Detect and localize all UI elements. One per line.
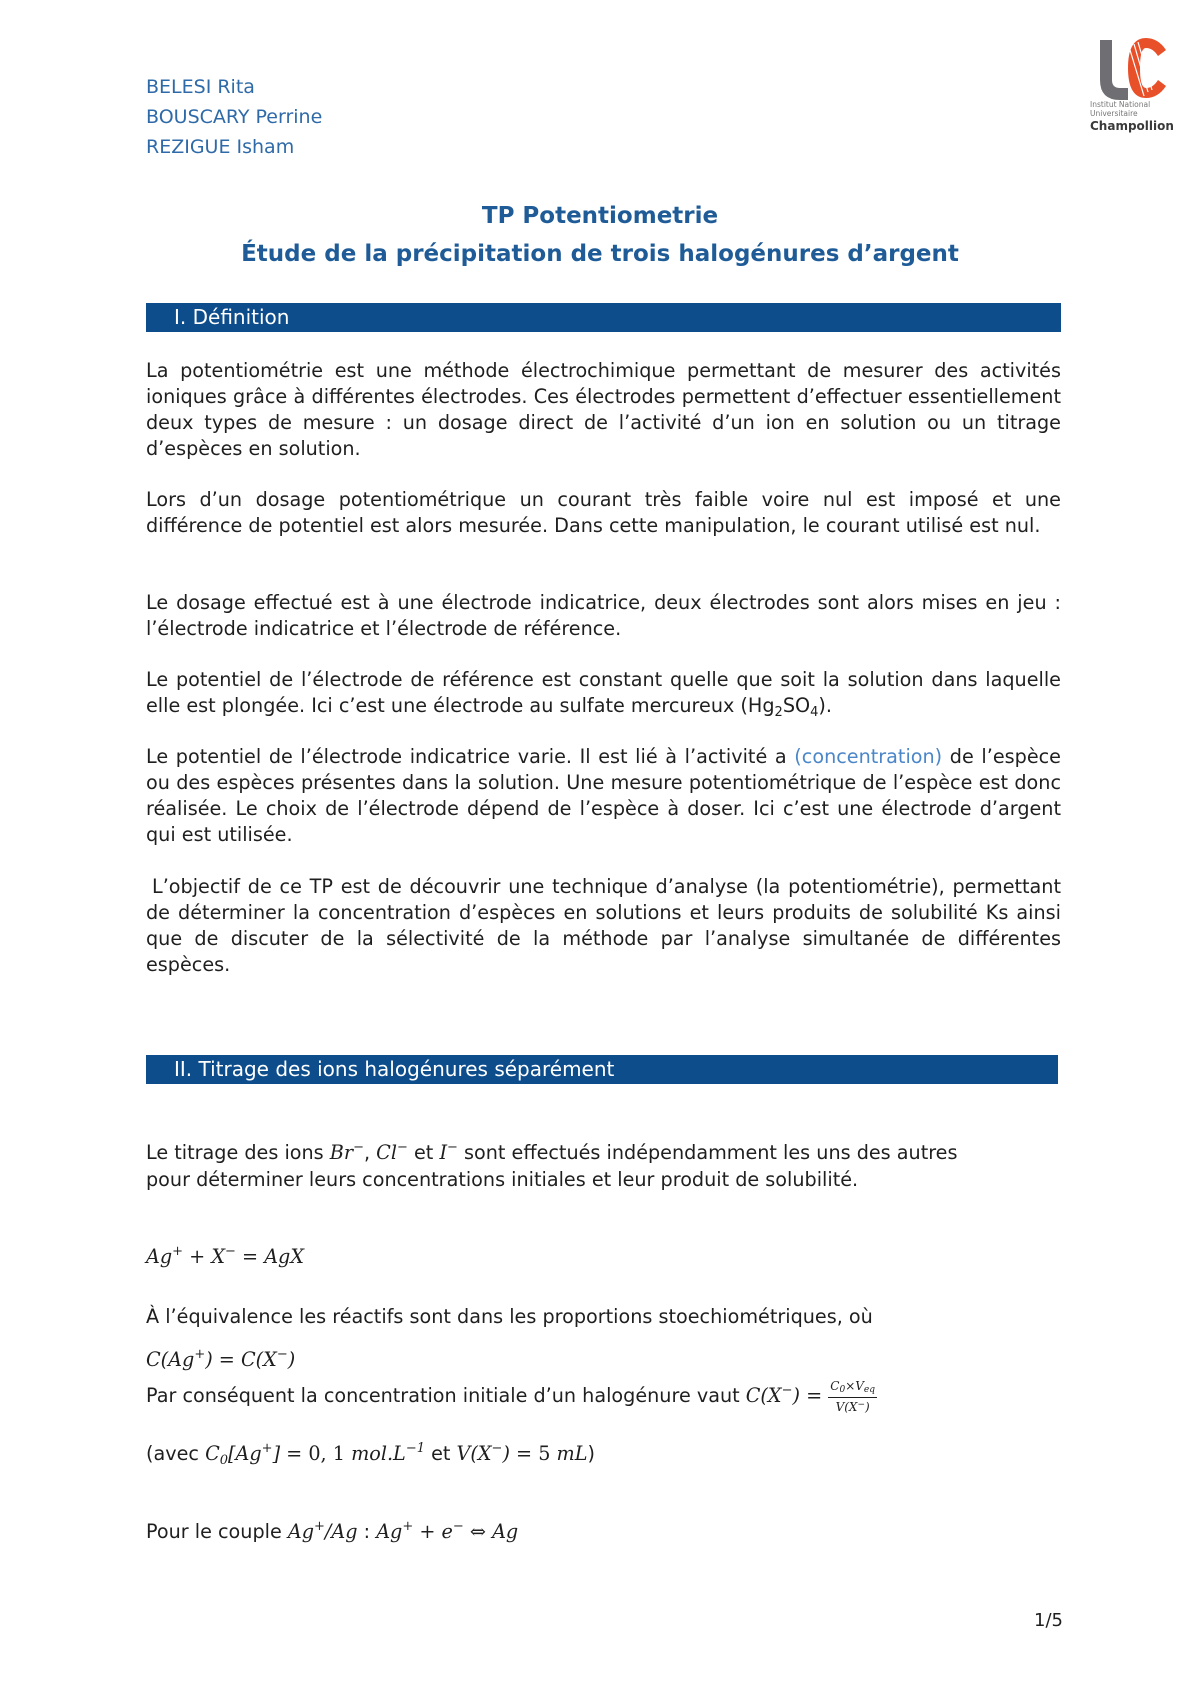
paragraph-definition: La potentiométrie est une méthode électrochimique permettant de mesurer des activités ioniques grâce à différentes électrodes. Ces électrodes permettent d’effectuer essentiellement deux types de mesure : un dosage direct de l’activité d’un ion en solution ou un titrage d’espèces en solution. [146, 359, 1061, 460]
paragraph-values: (avec $C_0[Ag^+] = 0$, 1 $mol.L^{-1}$ et V(X−) = 5 mL) [146, 1441, 595, 1468]
section-heading-definition: I. Définition [146, 303, 1061, 332]
paragraph-dosage: Lors d’un dosage potentiométrique un courant très faible voire nul est imposé et une différence de potentiel est alors mesurée. Dans cette manipulation, le courant utilisé est nul. [146, 488, 1061, 537]
unit: mL [556, 1442, 588, 1465]
text-span: C [830, 1379, 840, 1393]
math-ag: Ag [146, 1245, 173, 1268]
superscript: − [452, 1519, 464, 1534]
concentration-link[interactable]: (concentration) [794, 745, 943, 768]
math-ag: Ag [492, 1520, 519, 1543]
text-span: : [357, 1520, 377, 1543]
unit: mol.L [351, 1442, 406, 1465]
equation-precipitation: Ag+ + X− = AgX [146, 1244, 304, 1268]
math-ag: Ag [376, 1520, 403, 1543]
document-title: TP Potentiometrie [481, 203, 719, 229]
superscript: + [194, 1347, 206, 1362]
logo-line-1: Institut National [1090, 100, 1151, 109]
fraction-numerator [828, 1379, 877, 1398]
superscript: − [225, 1244, 236, 1259]
text-span: Le potentiel de l’électrode de référence est constant quelle que soit la solution dans laquelle elle est plongée. Ici c’est une électrode au sulfate mercureux (Hg [146, 668, 1061, 717]
logo-line-2: Universitaire [1090, 109, 1138, 118]
fraction [828, 1379, 877, 1414]
math-x: X [477, 1442, 492, 1465]
math-ag: Ag [235, 1442, 262, 1465]
superscript: − [276, 1347, 288, 1362]
paragraph-indicator-electrode [146, 744, 1061, 848]
c0-value: 0, 1 [308, 1442, 345, 1465]
fraction-denominator: V(X−) [835, 1400, 870, 1414]
math-br: Br [329, 1141, 354, 1164]
math-half-reaction: Ag+ + e− ⇔ Ag [376, 1519, 519, 1543]
text-span: sont effectués indépendamment les uns des autres [457, 1141, 958, 1164]
superscript: − [491, 1441, 503, 1456]
author-2: BOUSCARY Perrine [146, 106, 323, 128]
paragraph-redox-couple [146, 1514, 1061, 1545]
logo-name: Champollion [1090, 119, 1174, 133]
text-span: V(X [835, 1400, 858, 1414]
superscript: − [353, 1140, 364, 1155]
text-span: Le potentiel de l’électrode indicatrice varie. Il est lié à l’activité a [146, 745, 795, 768]
text-span: ×V [845, 1379, 864, 1393]
v-value: 5 [538, 1442, 551, 1465]
text-span: Par conséquent la concentration initiale d’un halogénure vaut [146, 1384, 746, 1407]
math-agx: AgX [264, 1245, 304, 1268]
superscript: + [172, 1244, 184, 1259]
superscript: − [857, 1400, 866, 1410]
logo-text [1090, 100, 1190, 133]
author-1: BELESI Rita [146, 76, 255, 98]
math-couple: Ag+/Ag [287, 1519, 358, 1543]
subscript: 0 [839, 1385, 846, 1395]
paragraph-reference-electrode [146, 667, 1061, 726]
paragraph-titrage-intro-line2: pour déterminer leurs concentrations initiales et leur produit de solubilité. [146, 1168, 859, 1191]
math-x: X [263, 1348, 277, 1371]
superscript: + [261, 1441, 273, 1456]
math-i: I [439, 1141, 448, 1164]
math-ag: Ag [331, 1520, 358, 1543]
math-ag: Ag [168, 1348, 195, 1371]
paragraph-electrodes: Le dosage effectué est à une électrode indicatrice, deux électrodes sont alors mises en jeu : l’électrode indicatrice et l’électrode de référence. [146, 591, 1061, 640]
section-heading-titrage: II. Titrage des ions halogénures séparément [146, 1055, 1058, 1084]
math-x: X [767, 1384, 782, 1407]
subscript: 4 [810, 705, 819, 720]
subscript: eq [863, 1385, 876, 1395]
text-span: et [407, 1141, 440, 1164]
text-span: ). [818, 694, 832, 717]
paragraph-objective: L’objectif de ce TP est de découvrir une technique d’analyse (la potentiométrie), permettant de déterminer la concentration d’espèces en solutions et leurs produits de solubilité Ks ainsi que de discuter de la sélectivité de la méthode par l’analyse simultanée de différentes espèces. [146, 875, 1061, 976]
text-span: SO [782, 694, 811, 717]
math-x: X [211, 1245, 225, 1268]
superscript: + [314, 1519, 325, 1534]
text-span: Pour le couple [146, 1520, 288, 1543]
text-span: (avec [146, 1442, 206, 1465]
text-span: Le titrage des ions [146, 1141, 330, 1164]
superscript: − [397, 1140, 408, 1155]
author-3: REZIGUE Isham [146, 136, 295, 158]
text-span: et [424, 1442, 457, 1465]
math-v-x: V(X−) = 5 mL [456, 1441, 588, 1465]
math-c0: $C_0[Ag^+] = 0$, 1 $mol.L^{-1}$ [205, 1441, 425, 1468]
math-cl: Cl [376, 1141, 397, 1164]
document-subtitle: Étude de la précipitation de trois halogénures d’argent [241, 241, 959, 267]
equation-equivalence: C(Ag+) = C(X−) [146, 1347, 296, 1371]
subscript: 2 [774, 705, 783, 720]
superscript: −1 [405, 1441, 425, 1456]
page-number: 1/5 [1034, 1610, 1063, 1631]
math-ag: Ag [287, 1520, 315, 1543]
superscript: − [781, 1383, 793, 1398]
paragraph-initial-concentration [146, 1378, 1061, 1414]
authors-block [146, 72, 322, 162]
math-c-x: C(X−) = [745, 1383, 829, 1407]
subscript: 0 [219, 1453, 229, 1468]
paragraph-equivalence: À l’équivalence les réactifs sont dans les proportions stoechiométriques, où [146, 1305, 873, 1328]
superscript: − [447, 1140, 458, 1155]
text-span: de l’espèce ou des espèces présentes dans la solution. Une mesure potentiométrique de l’espèce est donc réalisée. Le choix de l’électrode dépend de l’espèce à doser. Ici c’est une électrode d’argent qui est utilisée. [146, 745, 1061, 846]
superscript: + [402, 1519, 414, 1534]
math-electron: e [441, 1520, 453, 1543]
paragraph-titrage-intro: Le titrage des ions Br−, Cl− et I− sont effectués indépendamment les uns des autres [146, 1140, 958, 1164]
